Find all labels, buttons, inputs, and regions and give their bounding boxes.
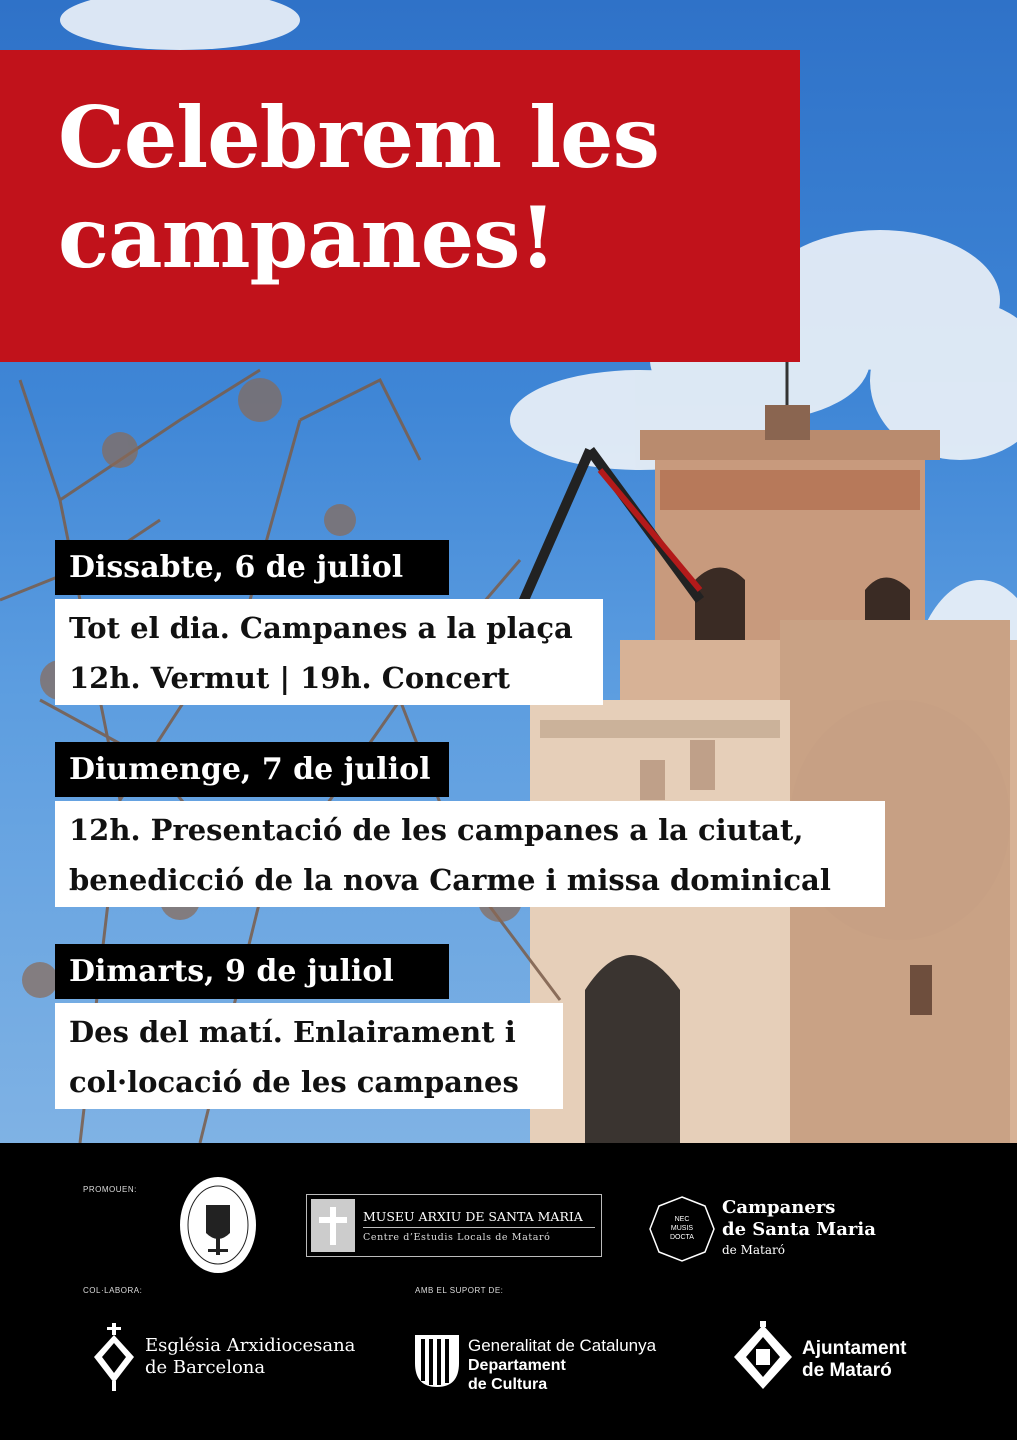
title-line-2: campanes! (58, 188, 556, 287)
event-1-line-1: Tot el dia. Campanes a la plaça (69, 611, 573, 645)
campaners-badge-text: NEC MUSIS DOCTA (670, 1216, 694, 1241)
event-info-3 (55, 1003, 563, 1109)
esglesia-name: Església Arxidiocesana de Barcelona (145, 1335, 356, 1378)
event-2-line-1: 12h. Presentació de les campanes a la ciutat, (69, 813, 804, 847)
promouen-label: PROMOUEN: (83, 1185, 137, 1194)
generalitat-department: Departament de Cultura (468, 1357, 566, 1393)
event-info-1 (55, 599, 603, 705)
event-day-3: Dimarts, 9 de juliol (55, 944, 449, 999)
esglesia-shield-icon (92, 1323, 136, 1393)
campaners-name: Campaners de Santa Maria (722, 1197, 876, 1240)
collabora-label: COL·LABORA: (83, 1286, 143, 1295)
footer-sponsors (0, 1143, 1017, 1440)
generalitat-emblem-icon (413, 1333, 461, 1389)
event-3-line-1: Des del matí. Enlairament i (69, 1015, 516, 1049)
event-3-line-2: col·locació de les campanes (69, 1065, 519, 1099)
event-1-line-2: 12h. Vermut | 19h. Concert (69, 661, 511, 695)
museu-name: MUSEU ARXIU DE SANTA MARIA (363, 1209, 583, 1224)
event-day-2: Diumenge, 7 de juliol (55, 742, 449, 797)
campaners-city: de Mataró (722, 1243, 785, 1257)
cross-icon (311, 1199, 355, 1252)
generalitat-name: Generalitat de Catalunya (468, 1336, 657, 1355)
basilica-seal-logo (178, 1175, 258, 1275)
museu-arxiu-logo (306, 1194, 602, 1257)
ajuntament-name: Ajuntament de Mataró (802, 1338, 907, 1381)
ajuntament-emblem-icon (730, 1321, 796, 1393)
suport-label: AMB EL SUPORT DE: (415, 1286, 504, 1295)
event-2-line-2: benedicció de la nova Carme i missa dominical (69, 863, 831, 897)
title-line-1: Celebrem les (58, 88, 659, 187)
event-day-1: Dissabte, 6 de juliol (55, 540, 449, 595)
museu-subtitle: Centre d’Estudis Locals de Mataró (363, 1232, 551, 1243)
page-title (58, 88, 659, 288)
event-info-2 (55, 801, 885, 907)
